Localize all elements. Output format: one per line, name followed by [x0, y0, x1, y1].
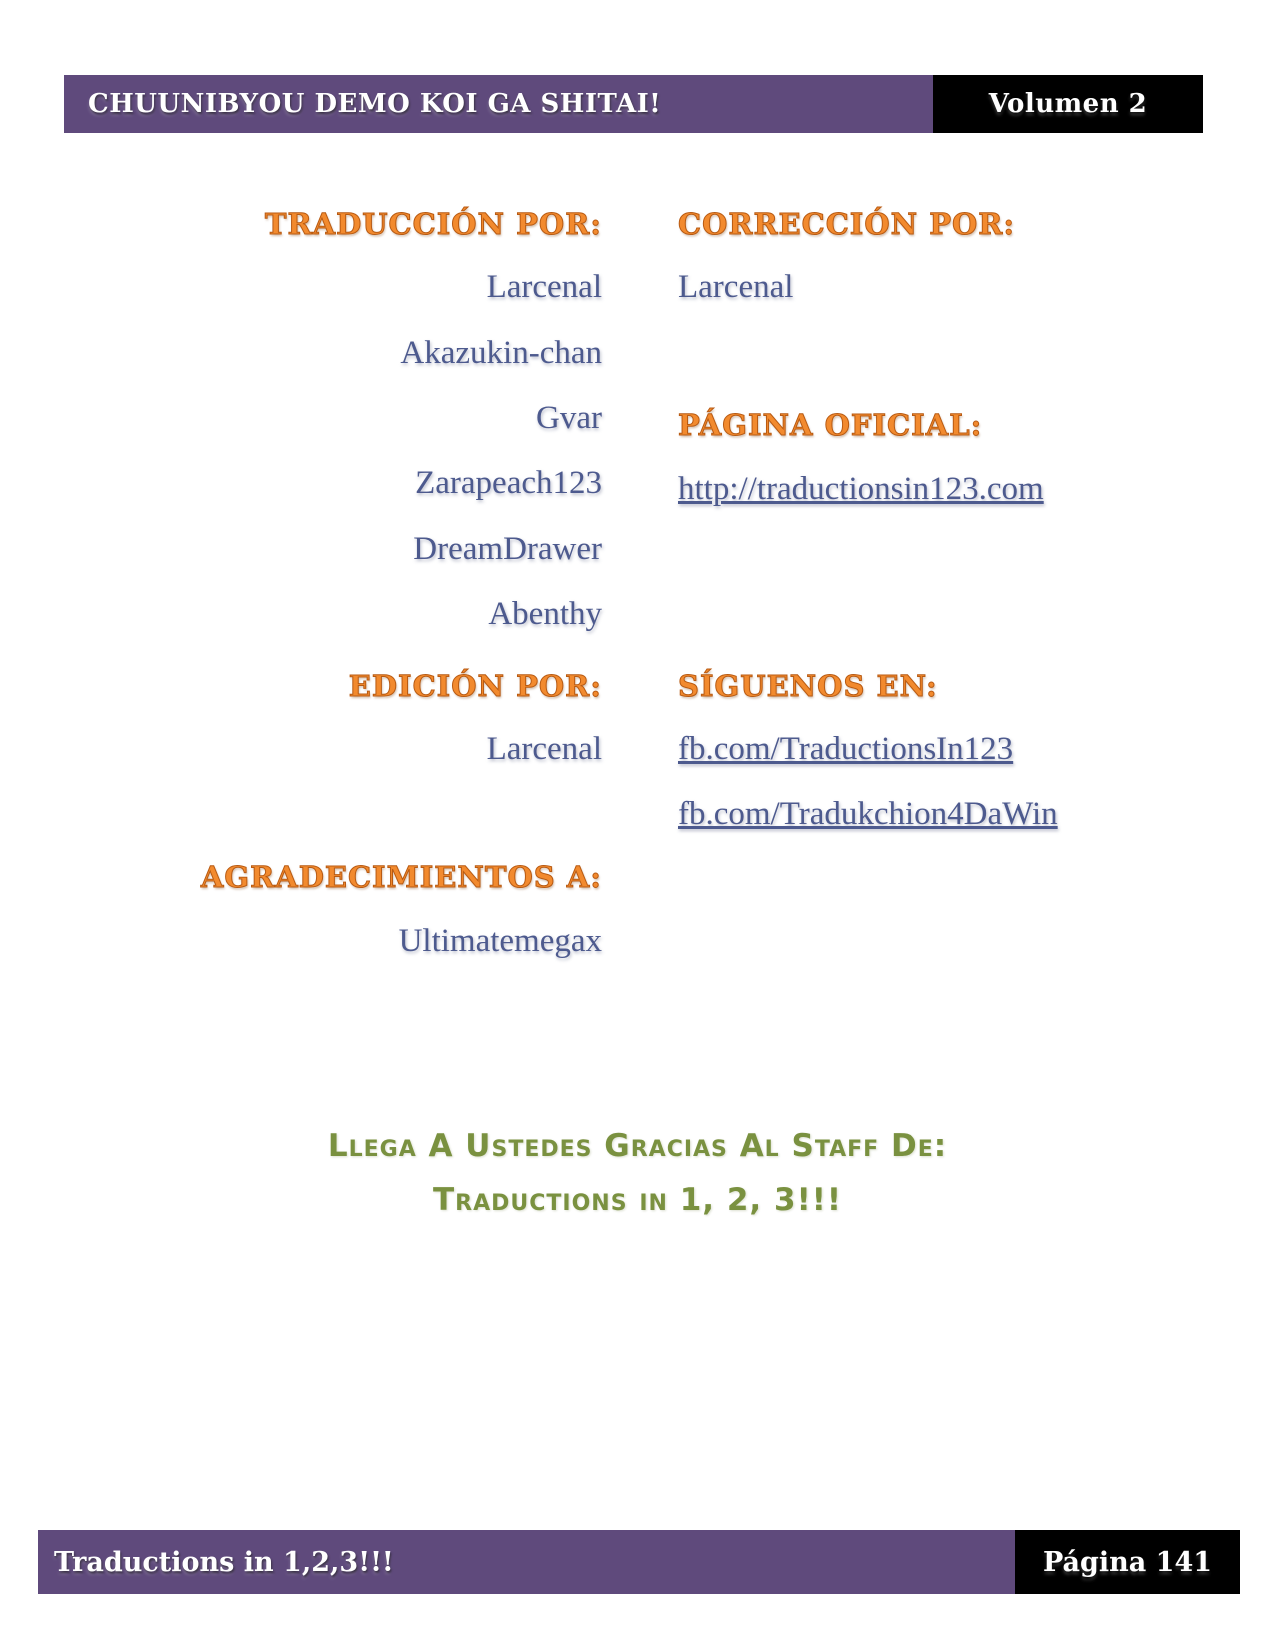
official-page-link[interactable]: http://traductionsin123.com — [678, 471, 1044, 507]
corrector-name: Larcenal — [678, 269, 794, 305]
translator-name: Larcenal — [486, 269, 602, 305]
page-number: Página 141 — [1042, 1546, 1213, 1578]
translator-name: Abenthy — [488, 596, 602, 632]
book-title: CHUUNIBYOU DEMO KOI GA SHITAI! — [88, 89, 662, 119]
translator-name: Akazukin-chan — [400, 335, 602, 371]
footer-group-band — [38, 1530, 1015, 1594]
staff-message-line-1: Llega A Ustedes Gracias Al Staff De: — [327, 1128, 948, 1164]
page-footer — [38, 1530, 1240, 1594]
facebook-link[interactable]: fb.com/Tradukchion4DaWin — [678, 796, 1058, 832]
follow-us-heading: SÍGUENOS EN: — [678, 669, 938, 703]
correction-heading: CORRECCIÓN POR: — [678, 207, 1016, 241]
staff-message-line-2: Traductions in 1, 2, 3!!! — [433, 1182, 842, 1218]
editor-name: Larcenal — [486, 731, 602, 767]
translator-name: DreamDrawer — [413, 531, 602, 567]
editing-heading: EDICIÓN POR: — [348, 669, 602, 703]
official-page-heading: PÁGINA OFICIAL: — [678, 408, 983, 442]
translator-name: Zarapeach123 — [415, 465, 602, 501]
translation-heading: TRADUCCIÓN POR: — [264, 207, 602, 241]
group-name: Traductions in 1,2,3!!! — [54, 1546, 394, 1578]
translator-name: Gvar — [536, 400, 602, 436]
thanks-name: Ultimatemegax — [398, 923, 602, 959]
footer-page-band — [1015, 1530, 1240, 1594]
facebook-link[interactable]: fb.com/TraductionsIn123 — [678, 731, 1014, 767]
thanks-heading: AGRADECIMIENTOS A: — [200, 860, 602, 894]
volume-label: Volumen 2 — [988, 89, 1148, 119]
